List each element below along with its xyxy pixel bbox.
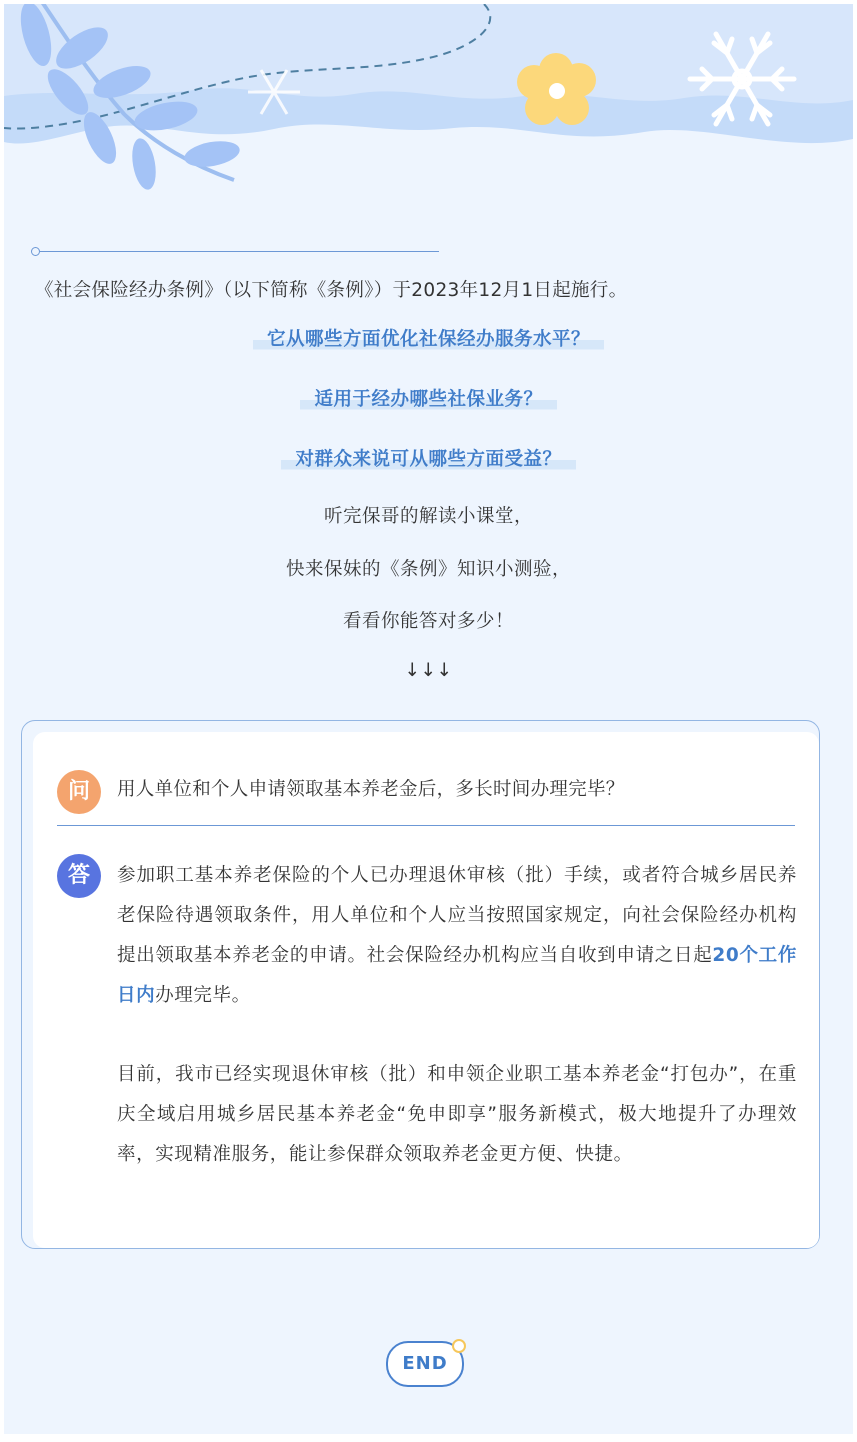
highlight-question-3: 对群众来说可从哪些方面受益？ — [4, 445, 853, 471]
answer-paragraph-2: 目前，我市已经实现退休审核（批）和申领企业职工基本养老金“打包办”，在重庆全域启用城乡居民基本养老金“免申即享”服务新模式，极大地提升了办理效率，实现精准服务，能让参保群众领取养老金更方便、快捷。 — [117, 1064, 797, 1165]
down-arrows: ↓↓↓ — [404, 660, 453, 681]
highlight-question-1: 它从哪些方面优化社保经办服务水平？ — [4, 325, 853, 351]
question-badge: 问 — [57, 770, 101, 814]
header-illustration — [4, 4, 853, 204]
answer-highlight: 20个工作日内 — [117, 945, 797, 1006]
lead-line-3: 看看你能答对多少！ — [342, 611, 514, 632]
answer-badge: 答 — [57, 854, 101, 898]
article-page — [4, 4, 853, 1434]
quiz-question: 用人单位和个人申请领取基本养老金后，多长时间办理完毕？ — [117, 779, 625, 800]
highlight-question-2: 适用于经办哪些社保业务？ — [4, 385, 853, 411]
qa-divider — [57, 825, 795, 826]
lead-line-2: 快来保妹的《条例》知识小测验， — [285, 559, 571, 580]
end-dot-icon — [452, 1339, 466, 1353]
intro-divider — [31, 245, 439, 257]
intro-text: 《社会保险经办条例》（以下简称《条例》）于2023年12月1日起施行。 — [35, 280, 628, 301]
end-label: END — [402, 1353, 448, 1374]
end-badge — [386, 1341, 464, 1387]
lead-line-1: 听完保哥的解读小课堂， — [323, 506, 533, 527]
answer-paragraph-1: 参加职工基本养老保险的个人已办理退休审核（批）手续，或者符合城乡居民养老保险待遇领取条件，用人单位和个人应当按照国家规定，向社会保险经办机构提出领取基本养老金的申请。社会保险经办机构应当自收到申请之日起20个工作日内办理完毕。 — [117, 865, 797, 1006]
